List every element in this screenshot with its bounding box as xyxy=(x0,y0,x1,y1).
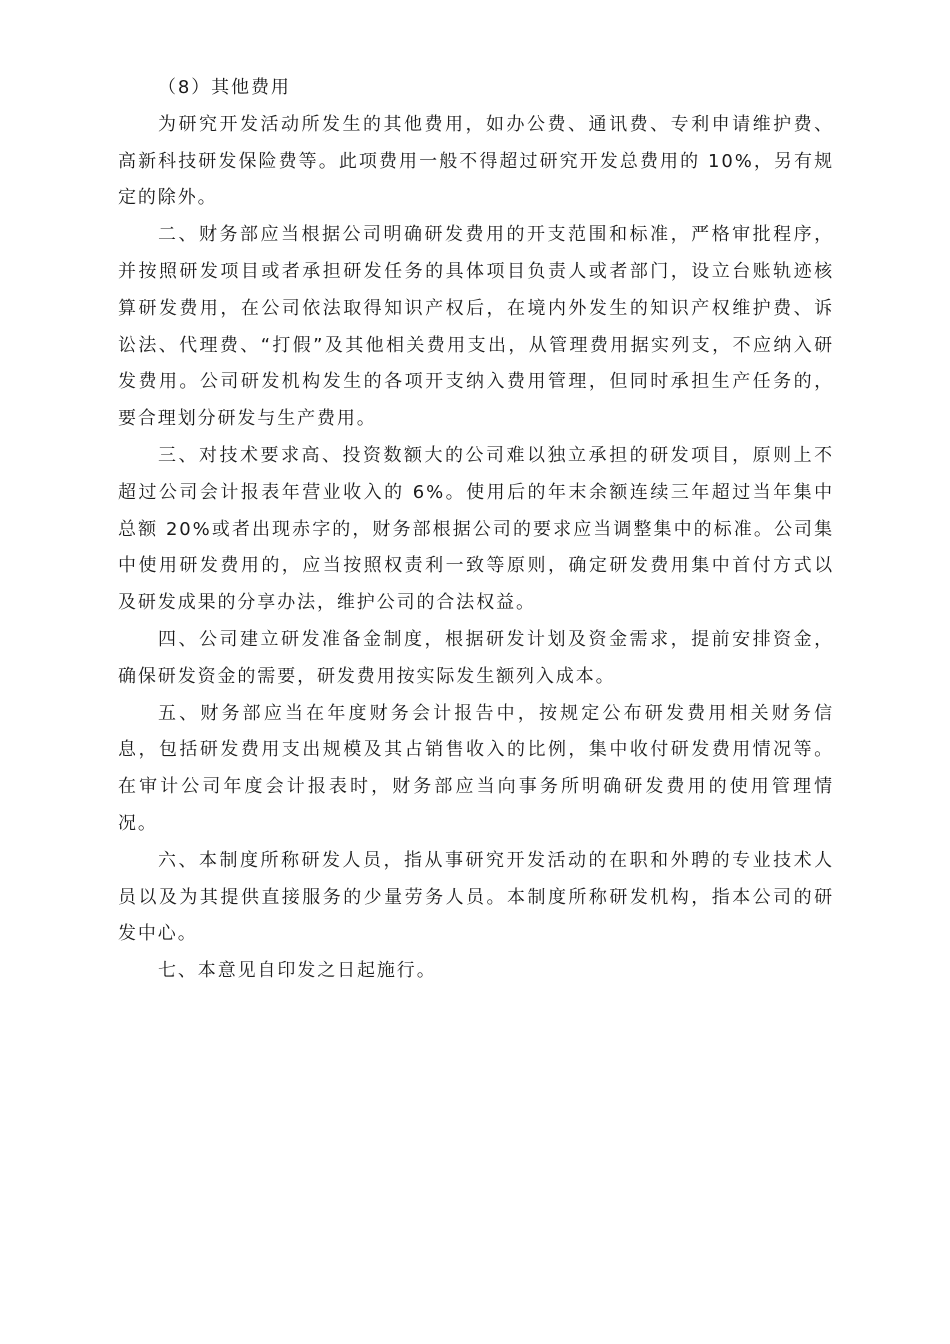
document-page xyxy=(118,70,834,990)
paragraph-other-expenses-body: 为研究开发活动所发生的其他费用，如办公费、通讯费、专利申请维护费、高新科技研发保险费等。此项费用一般不得超过研究开发总费用的 10%，另有规定的除外。 xyxy=(118,113,834,209)
paragraph-section-2: 二、财务部应当根据公司明确研发费用的开支范围和标准，严格审批程序，并按照研发项目或者承担研发任务的具体项目负责人或者部门，设立台账轨迹核算研发费用，在公司依法取得知识产权后，在境内外发生的知识产权维护费、诉讼法、代理费、“打假”及其他相关费用支出，从管理费用据实列支，不应纳入研发费用。公司研发机构发生的各项开支纳入费用管理，但同时承担生产任务的，要合理划分研发与生产费用。 xyxy=(118,224,834,430)
paragraph-section-7: 七、本意见自印发之日起施行。 xyxy=(158,960,437,982)
paragraph-other-expenses-heading: （8）其他费用 xyxy=(158,77,291,98)
paragraph-section-6: 六、本制度所称研发人员，指从事研究开发活动的在职和外聘的专业技术人员以及为其提供直接服务的少量劳务人员。本制度所称研发机构，指本公司的研发中心。 xyxy=(118,849,834,945)
paragraph-section-4: 四、公司建立研发准备金制度，根据研发计划及资金需求，提前安排资金，确保研发资金的需要，研发费用按实际发生额列入成本。 xyxy=(118,628,834,687)
paragraph-section-3: 三、对技术要求高、投资数额大的公司难以独立承担的研发项目，原则上不超过公司会计报表年营业收入的 6%。使用后的年末余额连续三年超过当年集中总额 20%或者出现赤字的，财务部根据公司的要求应当调整集中的标准。公司集中使用研发费用的，应当按照权责利一致等原则，确定研发费用集中首付方式以及研发成果的分享办法，维护公司的合法权益。 xyxy=(118,444,834,614)
paragraph-section-5: 五、财务部应当在年度财务会计报告中，按规定公布研发费用相关财务信息，包括研发费用支出规模及其占销售收入的比例，集中收付研发费用情况等。在审计公司年度会计报表时，财务部应当向事务所明确研发费用的使用管理情况。 xyxy=(118,702,834,834)
